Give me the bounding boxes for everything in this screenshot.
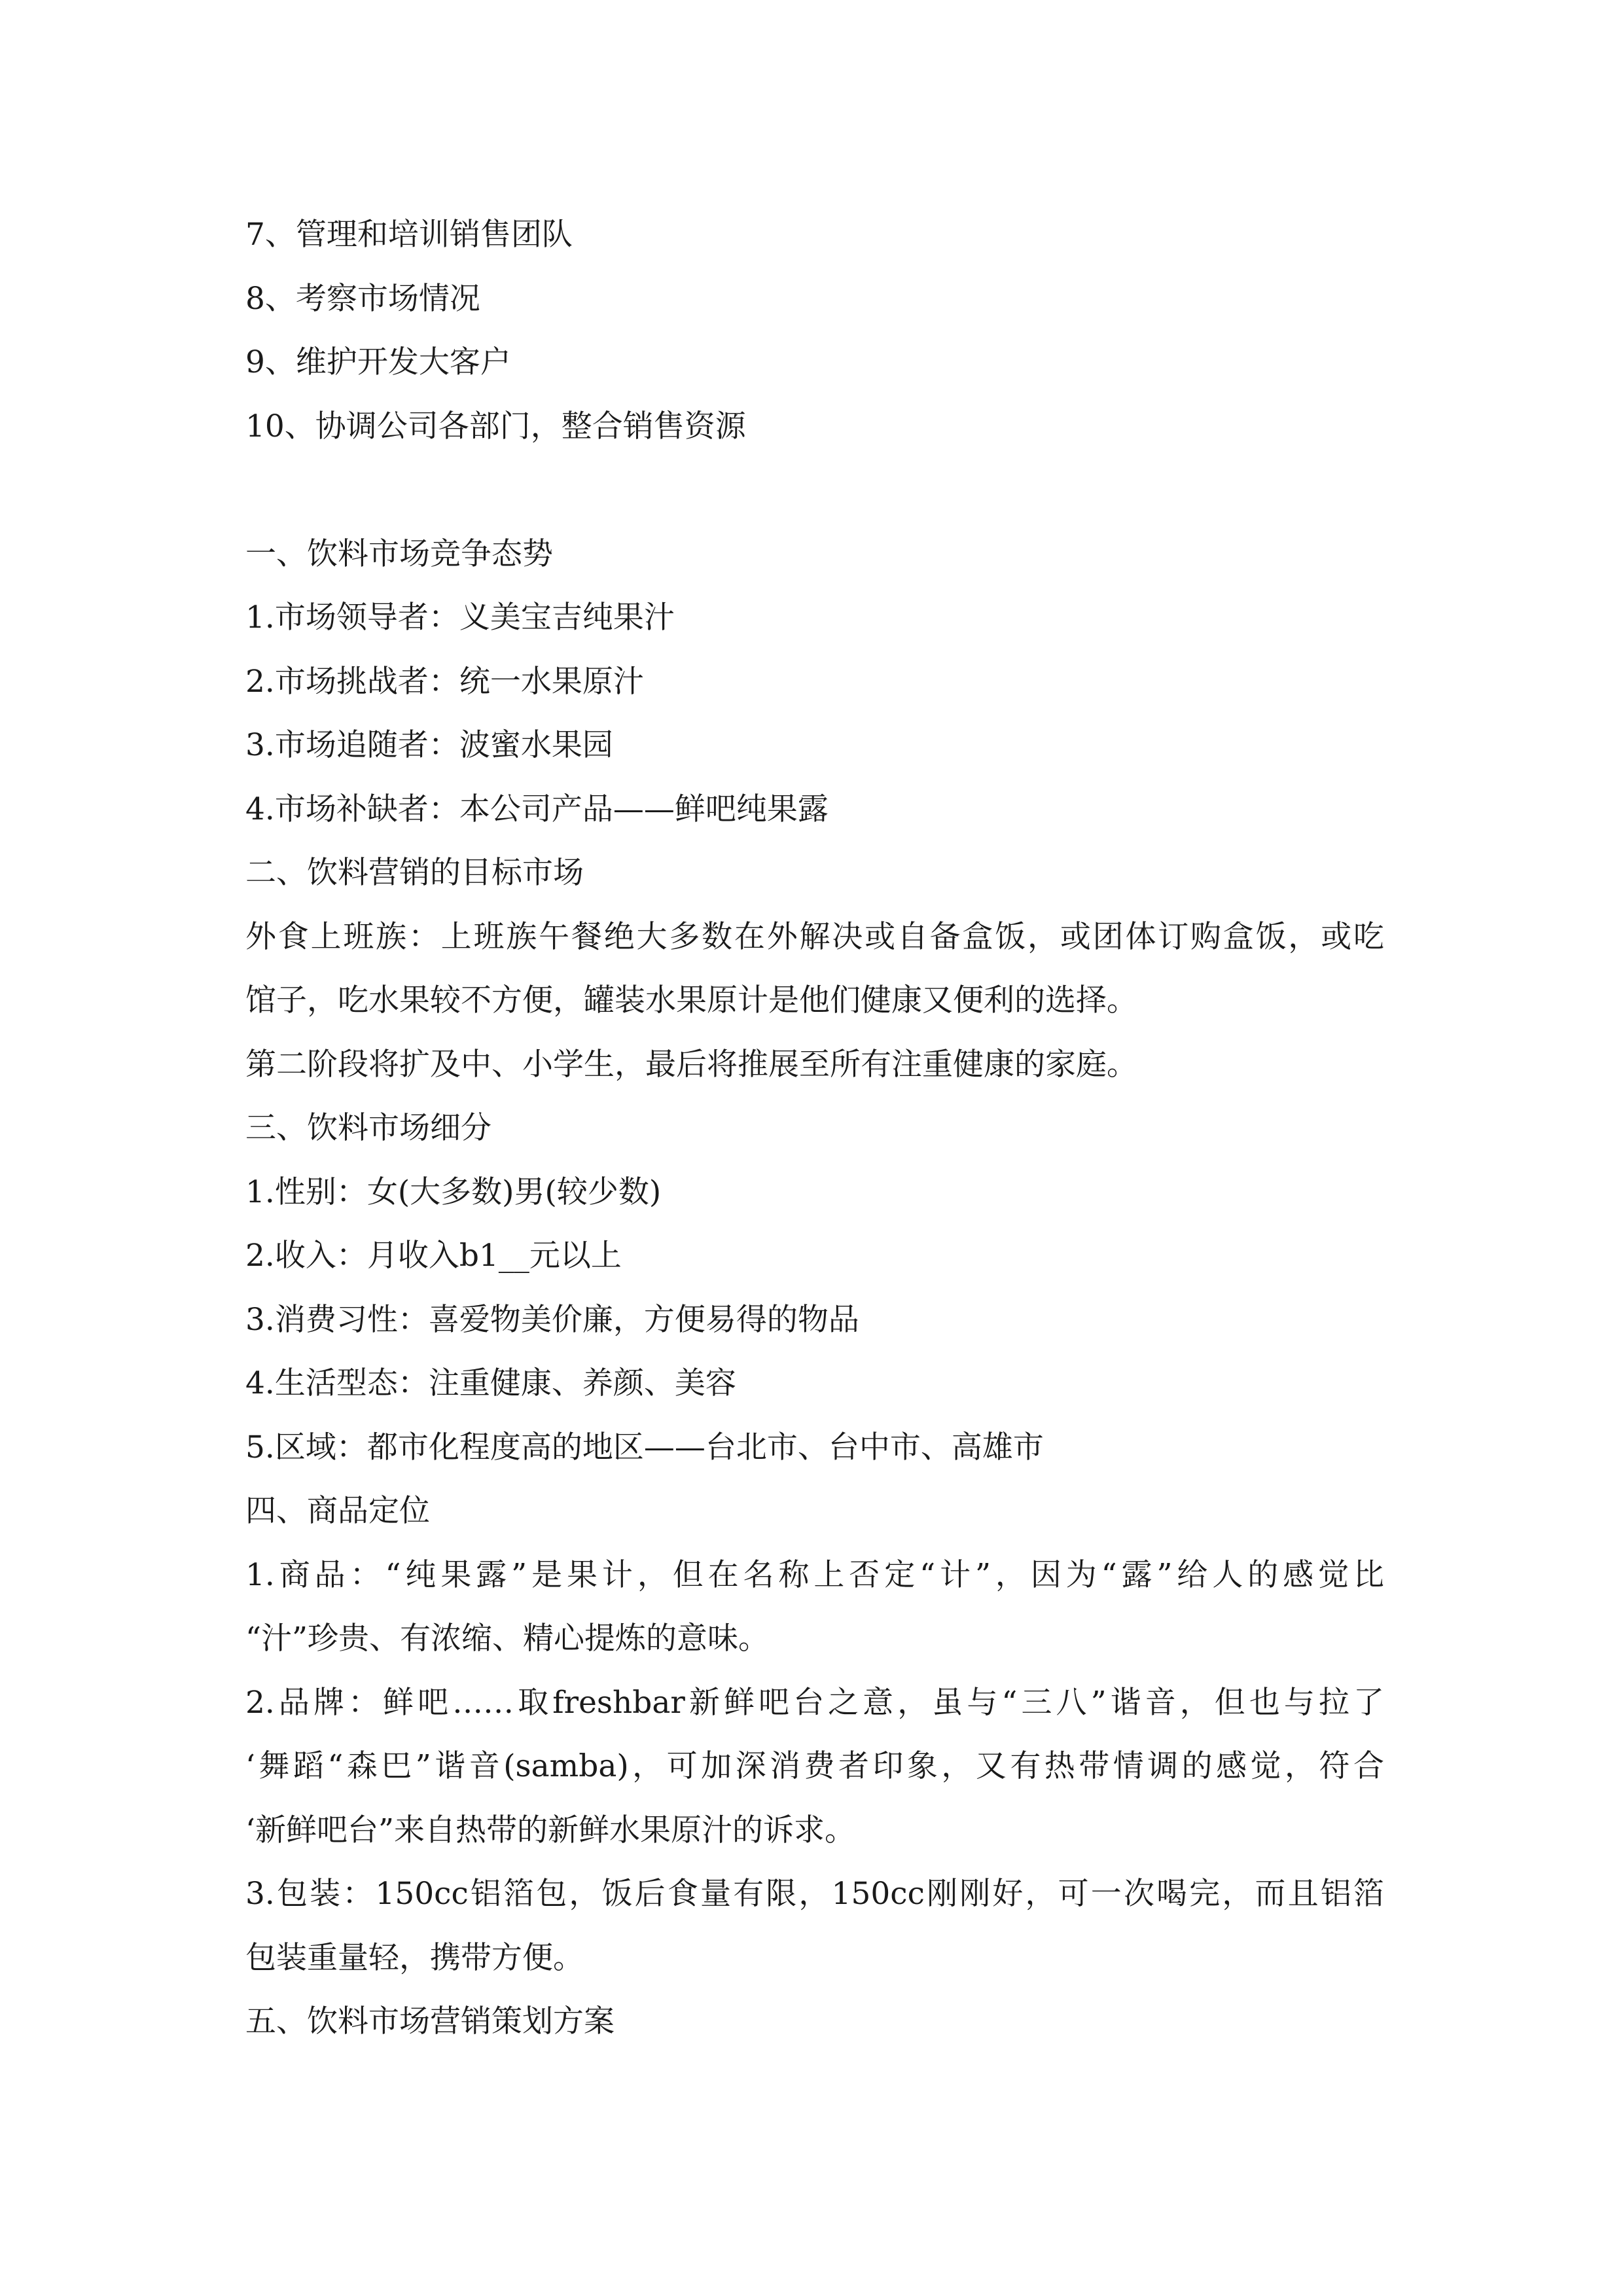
section-spacer bbox=[245, 458, 1384, 522]
duty-item: 9、维护开发大客户 bbox=[245, 344, 511, 380]
target-market-paragraph-line: 馆子，吃水果较不方便，罐装水果原计是他们健康又便利的选择。 bbox=[245, 982, 1137, 1018]
segmentation-item: 2.收入：月收入b1__元以上 bbox=[245, 1238, 622, 1274]
positioning-item-line: “汁”珍贵、有浓缩、精心提炼的意味。 bbox=[245, 1621, 770, 1657]
competition-item: 3.市场追随者：波蜜水果园 bbox=[245, 727, 613, 763]
section-heading-segmentation: 三、饮料市场细分 bbox=[245, 1110, 491, 1146]
target-market-paragraph: 第二阶段将扩及中、小学生，最后将推展至所有注重健康的家庭。 bbox=[245, 1046, 1137, 1083]
segmentation-item: 5.区域：都市化程度高的地区——台北市、台中市、高雄市 bbox=[245, 1429, 1044, 1465]
section-heading-competition: 一、饮料市场竞争态势 bbox=[245, 535, 553, 572]
duty-item: 7、管理和培训销售团队 bbox=[245, 217, 573, 253]
competition-item: 1.市场领导者：义美宝吉纯果汁 bbox=[245, 600, 675, 636]
segmentation-item: 4.生活型态：注重健康、养颜、美容 bbox=[245, 1365, 736, 1401]
document-body bbox=[245, 203, 1384, 2054]
section-heading-positioning: 四、商品定位 bbox=[245, 1493, 430, 1529]
section-heading-marketing-plan: 五、饮料市场营销策划方案 bbox=[245, 2003, 615, 2039]
section-heading-target-market: 二、饮料营销的目标市场 bbox=[245, 855, 584, 891]
positioning-item-line: 1.商品：“纯果露”是果计，但在名称上否定“计”，因为“露”给人的感觉比 bbox=[245, 1556, 1384, 1593]
competition-item: 2.市场挑战者：统一水果原汁 bbox=[245, 663, 644, 700]
positioning-item-line: 包装重量轻，携带方便。 bbox=[245, 1939, 584, 1976]
positioning-item-line: 3.包装：150cc铝箔包，饭后食量有限，150cc刚刚好，可一次喝完，而且铝箔 bbox=[245, 1876, 1384, 1912]
segmentation-item: 3.消费习性：喜爱物美价廉，方便易得的物品 bbox=[245, 1301, 859, 1338]
target-market-paragraph-line: 外食上班族：上班族午餐绝大多数在外解决或自备盒饭，或团体订购盒饭，或吃 bbox=[245, 918, 1384, 955]
positioning-item-line: ‘舞蹈“森巴”谐音(samba)，可加深消费者印象，又有热带情调的感觉，符合 bbox=[245, 1748, 1384, 1784]
segmentation-item: 1.性别：女(大多数)男(较少数) bbox=[245, 1174, 662, 1210]
positioning-item-line: ‘新鲜吧台”来自热带的新鲜水果原汁的诉求。 bbox=[245, 1812, 855, 1848]
duty-item: 8、考察市场情况 bbox=[245, 280, 480, 317]
positioning-item-line: 2.品牌：鲜吧……取freshbar新鲜吧台之意，虽与“三八”谐音，但也与拉了 bbox=[245, 1684, 1384, 1721]
competition-item: 4.市场补缺者：本公司产品——鲜吧纯果露 bbox=[245, 791, 829, 827]
duty-item: 10、协调公司各部门，整合销售资源 bbox=[245, 408, 746, 444]
